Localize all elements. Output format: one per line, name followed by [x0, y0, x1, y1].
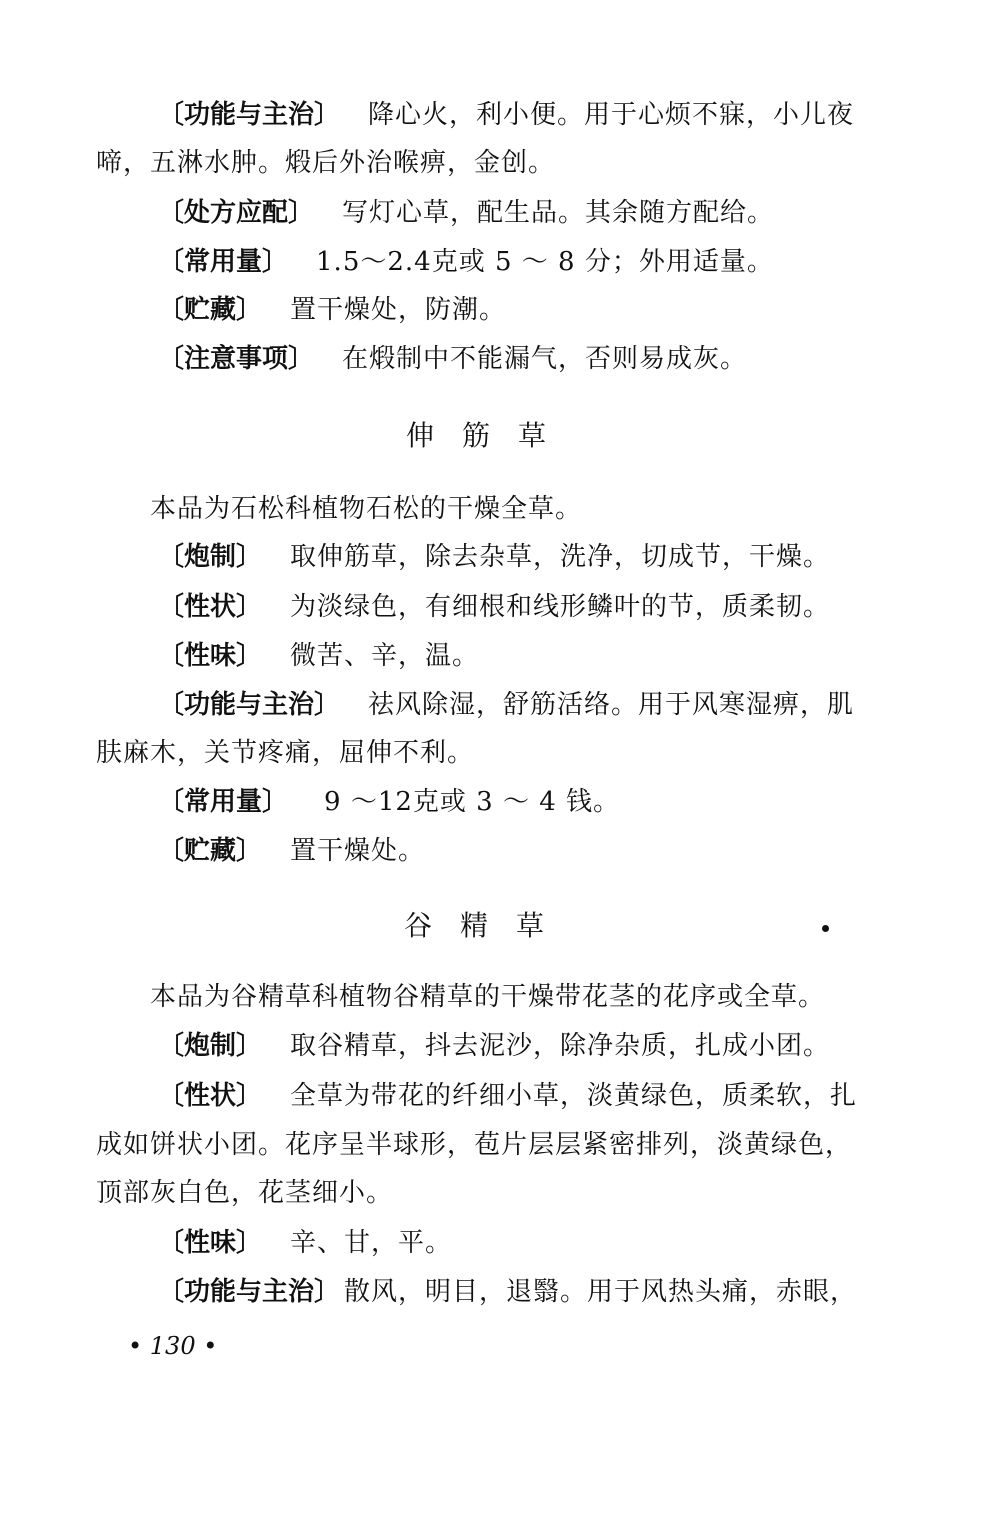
text-xingzhuang: 为淡绿色，有细根和线形鳞叶的节，质柔韧。 — [290, 592, 831, 622]
entry-xingzhuang-3-cont2 — [96, 1176, 393, 1210]
intro-shenjincao: 本品为石松科植物石松的干燥全草。 — [150, 494, 583, 524]
ink-dot — [822, 925, 829, 932]
text-gongneng: 祛风除湿，舒筋活络。用于风寒湿痹，肌 — [368, 690, 855, 720]
text-gongneng: 降心火，利小便。用于心烦不寐，小儿夜 — [368, 100, 855, 130]
text-xingzhuang-cont: 顶部灰白色，花茎细小。 — [96, 1178, 394, 1208]
label-gongneng: 〔功能与主治〕 — [158, 690, 341, 720]
text-zhucang: 置干燥处，防潮。 — [290, 295, 507, 325]
text-chufang: 写灯心草，配生品。其余随方配给。 — [342, 198, 775, 228]
entry-paozhi-2 — [158, 540, 830, 574]
label-xingzhuang: 〔性状〕 — [158, 1081, 263, 1111]
label-zhucang: 〔贮藏〕 — [158, 295, 263, 325]
entry-xingzhuang-2 — [158, 590, 830, 624]
entry-xingzhuang-3-cont1 — [96, 1128, 852, 1162]
entry-xingzhuang-3 — [158, 1079, 857, 1113]
entry-gongneng-3 — [158, 1275, 857, 1309]
entry-zhucang-2 — [158, 834, 425, 868]
label-chufang: 〔处方应配〕 — [158, 198, 315, 228]
entry-chufang — [158, 196, 774, 230]
section-title-shenjincao: 伸筋草 — [406, 419, 575, 452]
label-yongliang: 〔常用量〕 — [158, 787, 289, 817]
entry-gongneng-1 — [158, 98, 854, 132]
entry-xingwei-2 — [158, 639, 479, 673]
entry-xingwei-3 — [158, 1226, 452, 1260]
text-gongneng-cont: 啼，五淋水肿。煅后外治喉痹，金创。 — [96, 148, 556, 178]
text-yongliang: 1.5～2.4克或 5 ～ 8 分；外用适量。 — [316, 247, 774, 277]
text-xingzhuang: 全草为带花的纤细小草，淡黄绿色，质柔软，扎 — [290, 1081, 858, 1111]
text-xingwei: 微苦、辛，温。 — [290, 641, 480, 671]
entry-yongliang-2 — [158, 785, 620, 819]
section-title-gujingcao: 谷精草 — [404, 909, 573, 942]
entry-zhucang-1 — [158, 293, 506, 327]
text-yongliang: 9 ～12克或 3 ～ 4 钱。 — [324, 787, 621, 817]
label-xingwei: 〔性味〕 — [158, 1228, 263, 1258]
label-xingzhuang: 〔性状〕 — [158, 592, 263, 622]
label-xingwei: 〔性味〕 — [158, 641, 263, 671]
label-zhucang: 〔贮藏〕 — [158, 836, 263, 866]
label-zhuyi: 〔注意事项〕 — [158, 344, 315, 374]
text-xingwei: 辛、甘，平。 — [290, 1228, 453, 1258]
label-paozhi: 〔炮制〕 — [158, 1031, 263, 1061]
text-gongneng: 散风，明目，退翳。用于风热头痛，赤眼， — [344, 1277, 858, 1307]
text-gongneng-cont: 肤麻木，关节疼痛，屈伸不利。 — [96, 738, 475, 768]
text-zhuyi: 在煅制中不能漏气，否则易成灰。 — [342, 344, 748, 374]
text-paozhi: 取谷精草，抖去泥沙，除净杂质，扎成小团。 — [290, 1031, 831, 1061]
entry-gongneng-1-cont — [96, 146, 555, 180]
text-xingzhuang-cont: 成如饼状小团。花序呈半球形，苞片层层紧密排列，淡黄绿色， — [96, 1130, 853, 1160]
entry-yongliang-1 — [158, 245, 774, 279]
entry-gongneng-2 — [158, 688, 854, 722]
page-number: • 130 • — [128, 1332, 218, 1360]
entry-zhuyi — [158, 342, 747, 376]
entry-gongneng-2-cont — [96, 736, 474, 770]
text-paozhi: 取伸筋草，除去杂草，洗净，切成节，干燥。 — [290, 542, 831, 572]
label-gongneng: 〔功能与主治〕 — [158, 1277, 341, 1307]
label-yongliang: 〔常用量〕 — [158, 247, 289, 277]
entry-paozhi-3 — [158, 1029, 830, 1063]
intro-gujingcao: 本品为谷精草科植物谷精草的干燥带花茎的花序或全草。 — [150, 982, 826, 1012]
text-zhucang: 置干燥处。 — [290, 836, 426, 866]
label-gongneng: 〔功能与主治〕 — [158, 100, 341, 130]
label-paozhi: 〔炮制〕 — [158, 542, 263, 572]
